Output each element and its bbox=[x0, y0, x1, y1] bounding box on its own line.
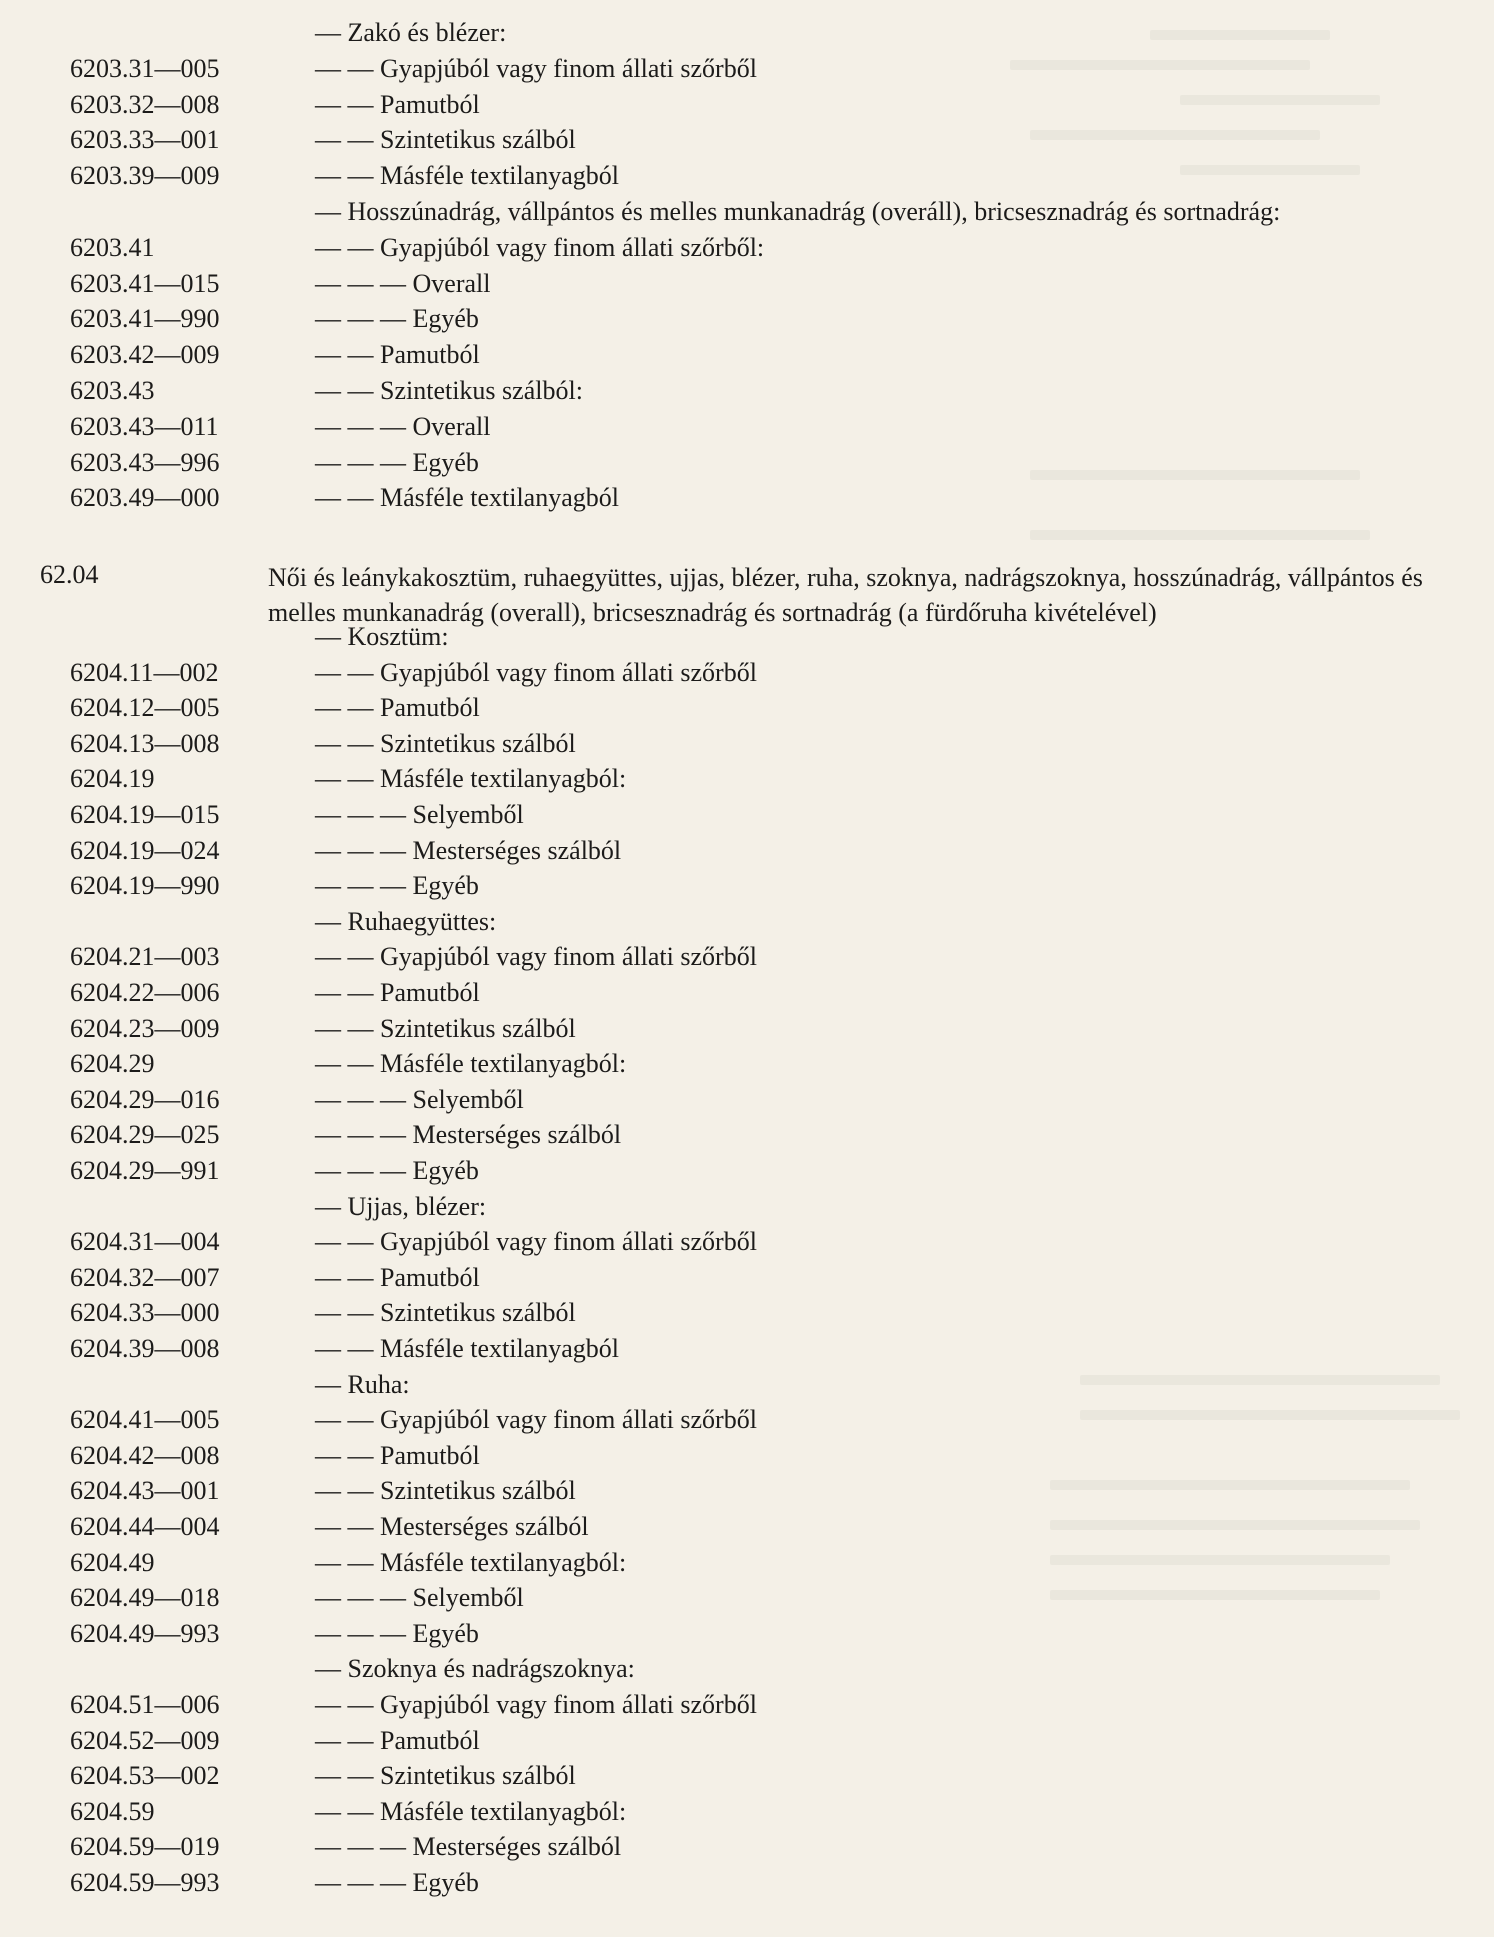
tariff-description: — — — Egyéb bbox=[315, 871, 479, 901]
tariff-description: — Ujjas, blézer: bbox=[315, 1191, 487, 1221]
tariff-description: — — Másféle textilanyagból bbox=[315, 1334, 619, 1363]
tariff-row bbox=[0, 800, 1494, 836]
tariff-code: 6204.29—016 bbox=[70, 1084, 220, 1114]
tariff-row bbox=[0, 1085, 1494, 1121]
tariff-row bbox=[0, 1014, 1494, 1050]
tariff-description: — — Gyapjúból vagy finom állati szőrből bbox=[315, 657, 757, 687]
tariff-row bbox=[0, 340, 1494, 376]
tariff-row bbox=[0, 978, 1494, 1014]
tariff-row bbox=[0, 1868, 1494, 1904]
tariff-description: — — Szintetikus szálból bbox=[315, 1013, 576, 1043]
tariff-row bbox=[0, 871, 1494, 907]
tariff-row bbox=[0, 1619, 1494, 1655]
tariff-row bbox=[0, 269, 1494, 305]
tariff-description: — — Másféle textilanyagból bbox=[315, 483, 619, 513]
tariff-description: — — Mesterséges szálból bbox=[315, 1512, 589, 1541]
tariff-row bbox=[0, 376, 1494, 412]
tariff-description: — — Gyapjúból vagy finom állati szőrből bbox=[315, 1405, 757, 1435]
tariff-code: 6204.49 bbox=[70, 1547, 155, 1577]
tariff-row bbox=[0, 693, 1494, 729]
tariff-code: 6203.33—001 bbox=[70, 125, 220, 155]
tariff-code: 6203.43—996 bbox=[70, 447, 220, 477]
tariff-description: — Ruhaegyüttes: bbox=[315, 906, 497, 936]
tariff-code: 6204.43—001 bbox=[70, 1476, 220, 1506]
tariff-description: — — Szintetikus szálból bbox=[315, 1761, 576, 1791]
tariff-row bbox=[0, 836, 1494, 872]
tariff-description: — — — Mesterséges szálból bbox=[315, 1120, 622, 1150]
tariff-description: — Zakó és blézer: bbox=[315, 18, 507, 47]
tariff-description: — — Pamutból bbox=[315, 1725, 480, 1755]
tariff-subheading bbox=[0, 197, 1494, 233]
tariff-description: — — Másféle textilanyagból bbox=[315, 161, 619, 191]
tariff-description: — — Pamutból bbox=[315, 340, 480, 370]
tariff-row bbox=[0, 1476, 1494, 1512]
tariff-row bbox=[0, 1690, 1494, 1726]
tariff-code: 6204.23—009 bbox=[70, 1013, 220, 1043]
tariff-row bbox=[0, 1583, 1494, 1619]
tariff-description: — — — Selyemből bbox=[315, 1583, 524, 1613]
tariff-code: 6204.49—018 bbox=[70, 1583, 220, 1613]
tariff-description: — — Pamutból bbox=[315, 1262, 480, 1292]
tariff-subheading bbox=[0, 1192, 1494, 1228]
tariff-description: — — Gyapjúból vagy finom állati szőrből bbox=[315, 942, 757, 972]
tariff-code: 6203.41 bbox=[70, 232, 155, 262]
tariff-code: 6204.29 bbox=[70, 1049, 155, 1079]
tariff-row bbox=[0, 161, 1494, 197]
tariff-row bbox=[0, 1049, 1494, 1085]
tariff-code: 6204.29—025 bbox=[70, 1120, 220, 1150]
tariff-row bbox=[0, 1120, 1494, 1156]
tariff-description: — — Szintetikus szálból bbox=[315, 125, 576, 155]
tariff-code: 6204.32—007 bbox=[70, 1262, 220, 1292]
heading-code: 62.04 bbox=[40, 560, 99, 589]
tariff-code: 6204.11—002 bbox=[70, 657, 219, 687]
tariff-code: 6203.43 bbox=[70, 376, 155, 405]
tariff-row bbox=[0, 233, 1494, 269]
tariff-description: — — — Egyéb bbox=[315, 1156, 479, 1185]
tariff-row bbox=[0, 658, 1494, 694]
tariff-code: 6204.19—015 bbox=[70, 800, 220, 829]
tariff-row bbox=[0, 1334, 1494, 1370]
tariff-row bbox=[0, 1156, 1494, 1192]
tariff-row bbox=[0, 729, 1494, 765]
tariff-code: 6203.31—005 bbox=[70, 53, 220, 83]
tariff-description: — — Szintetikus szálból bbox=[315, 1476, 576, 1506]
tariff-description: — — Szintetikus szálból bbox=[315, 1298, 576, 1328]
tariff-description: — — Gyapjúból vagy finom állati szőrből bbox=[315, 1690, 757, 1719]
tariff-code: 6204.53—002 bbox=[70, 1761, 220, 1791]
tariff-row bbox=[0, 1263, 1494, 1299]
tariff-code: 6204.19—024 bbox=[70, 835, 220, 865]
tariff-row bbox=[0, 1512, 1494, 1548]
tariff-code: 6204.51—006 bbox=[70, 1690, 220, 1719]
tariff-description: — — Szintetikus szálból: bbox=[315, 376, 583, 405]
tariff-code: 6204.39—008 bbox=[70, 1334, 220, 1363]
tariff-row bbox=[0, 483, 1494, 519]
tariff-code: 6203.42—009 bbox=[70, 340, 220, 370]
tariff-code: 6204.12—005 bbox=[70, 693, 220, 723]
heading-description: Női és leánykakosztüm, ruhaegyüttes, ujjas, blézer, ruha, szoknya, nadrágszoknya, hosszúnadrág, vállpántos és melles munkanadrág (overall), bricsesznadrág és sortnadrág (a fürdőruha kivételével) bbox=[268, 563, 1423, 627]
tariff-row bbox=[0, 448, 1494, 484]
tariff-subheading bbox=[0, 622, 1494, 658]
tariff-description: — — Másféle textilanyagból: bbox=[315, 1547, 627, 1577]
tariff-row bbox=[0, 412, 1494, 448]
tariff-description: — — — Egyéb bbox=[315, 1868, 479, 1897]
tariff-code: 6204.31—004 bbox=[70, 1227, 220, 1257]
tariff-row bbox=[0, 304, 1494, 340]
tariff-description: — — Pamutból bbox=[315, 1440, 480, 1470]
tariff-code: 6204.29—991 bbox=[70, 1156, 220, 1185]
tariff-row bbox=[0, 125, 1494, 161]
tariff-row bbox=[0, 1227, 1494, 1263]
tariff-description: — — Pamutból bbox=[315, 978, 480, 1007]
tariff-code: 6203.41—015 bbox=[70, 268, 220, 298]
tariff-description: — — — Egyéb bbox=[315, 304, 479, 334]
tariff-row bbox=[0, 942, 1494, 978]
tariff-code: 6204.42—008 bbox=[70, 1440, 220, 1470]
tariff-row bbox=[0, 764, 1494, 800]
tariff-description: — — — Mesterséges szálból bbox=[315, 835, 622, 865]
tariff-row bbox=[0, 1797, 1494, 1833]
tariff-description: — — Pamutból bbox=[315, 693, 480, 723]
tariff-code: 6204.41—005 bbox=[70, 1405, 220, 1435]
tariff-description: — — — Overall bbox=[315, 268, 491, 298]
tariff-row bbox=[0, 1726, 1494, 1762]
tariff-row bbox=[0, 1298, 1494, 1334]
tariff-subheading bbox=[0, 1370, 1494, 1406]
tariff-row bbox=[0, 90, 1494, 126]
tariff-description: — — Pamutból bbox=[315, 89, 480, 119]
tariff-code: 6203.41—990 bbox=[70, 304, 220, 334]
tariff-row bbox=[0, 54, 1494, 90]
tariff-code: 6204.59—019 bbox=[70, 1832, 220, 1862]
tariff-code: 6204.22—006 bbox=[70, 978, 220, 1007]
tariff-code: 6204.21—003 bbox=[70, 942, 220, 972]
tariff-code: 6203.39—009 bbox=[70, 161, 220, 191]
tariff-description: — Szoknya és nadrágszoknya: bbox=[315, 1654, 635, 1684]
tariff-code: 6204.44—004 bbox=[70, 1512, 220, 1541]
tariff-code: 6204.19—990 bbox=[70, 871, 220, 901]
tariff-code: 6203.32—008 bbox=[70, 89, 220, 119]
tariff-description: — — — Egyéb bbox=[315, 1618, 479, 1648]
tariff-description: — — — Egyéb bbox=[315, 447, 479, 477]
tariff-subheading bbox=[0, 907, 1494, 943]
tariff-row bbox=[0, 1761, 1494, 1797]
tariff-description: — Ruha: bbox=[315, 1369, 410, 1399]
tariff-row bbox=[0, 1548, 1494, 1584]
tariff-code: 6204.59 bbox=[70, 1796, 155, 1826]
tariff-description: — — Másféle textilanyagból: bbox=[315, 764, 627, 794]
tariff-description: — — Másféle textilanyagból: bbox=[315, 1049, 627, 1079]
tariff-code: 6204.33—000 bbox=[70, 1298, 220, 1328]
tariff-description: — — Másféle textilanyagból: bbox=[315, 1796, 627, 1826]
tariff-description: — — Gyapjúból vagy finom állati szőrből bbox=[315, 1227, 757, 1257]
tariff-row bbox=[0, 1441, 1494, 1477]
tariff-subheading bbox=[0, 18, 1494, 54]
tariff-row bbox=[0, 1832, 1494, 1868]
tariff-description: — — — Mesterséges szálból bbox=[315, 1832, 622, 1862]
tariff-description: — Kosztüm: bbox=[315, 622, 449, 651]
tariff-code: 6204.49—993 bbox=[70, 1618, 220, 1648]
tariff-code: 6204.13—008 bbox=[70, 728, 220, 758]
tariff-code: 6204.19 bbox=[70, 764, 155, 794]
tariff-row bbox=[0, 1405, 1494, 1441]
tariff-description: — — — Overall bbox=[315, 411, 491, 441]
tariff-description: — — — Selyemből bbox=[315, 800, 524, 829]
tariff-description: — — — Selyemből bbox=[315, 1084, 524, 1114]
tariff-subheading bbox=[0, 1654, 1494, 1690]
tariff-description: — — Szintetikus szálból bbox=[315, 728, 576, 758]
tariff-code: 6204.52—009 bbox=[70, 1725, 220, 1755]
tariff-description: — — Gyapjúból vagy finom állati szőrből bbox=[315, 53, 757, 83]
tariff-description: — Hosszúnadrág, vállpántos és melles munkanadrág (overáll), bricsesznadrág és sortnadrág: bbox=[315, 197, 1281, 226]
tariff-code: 6203.49—000 bbox=[70, 483, 220, 513]
tariff-description: — — Gyapjúból vagy finom állati szőrből: bbox=[315, 232, 765, 262]
tariff-code: 6203.43—011 bbox=[70, 411, 219, 441]
tariff-code: 6204.59—993 bbox=[70, 1868, 220, 1897]
